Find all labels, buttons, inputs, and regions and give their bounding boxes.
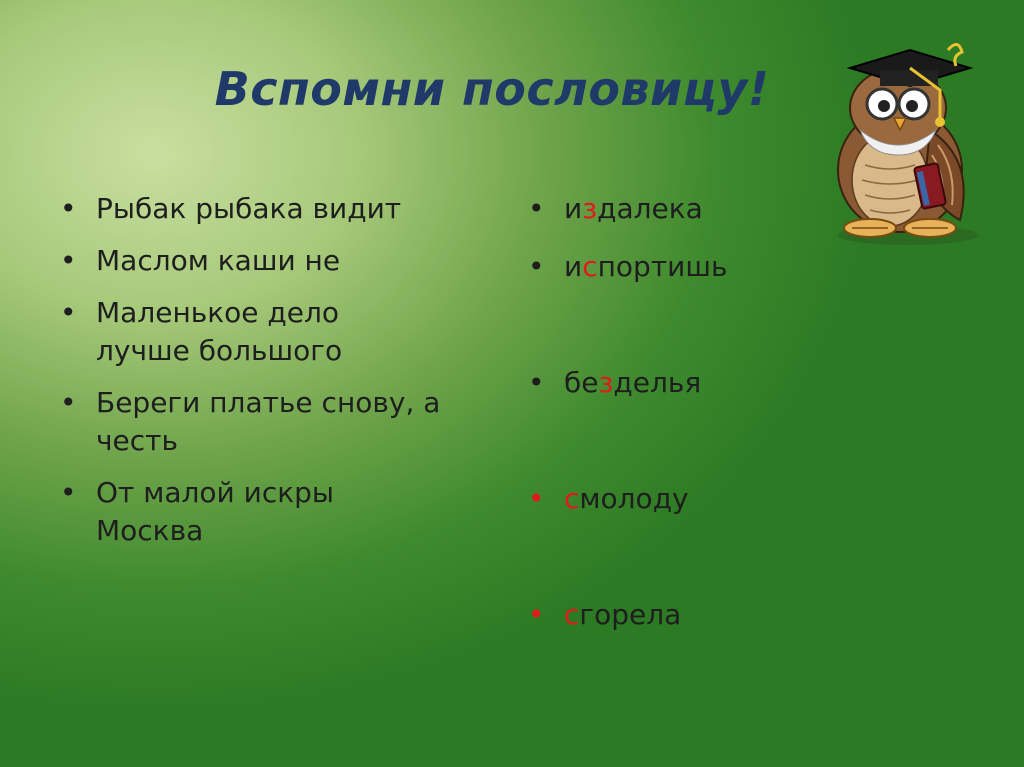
bullet: • bbox=[528, 598, 545, 631]
ending-prefix: бе bbox=[564, 366, 599, 399]
highlighted-letter: з bbox=[582, 192, 598, 225]
ending-suffix: далека bbox=[597, 192, 703, 225]
slide-title: Вспомни пословицу! bbox=[214, 62, 770, 116]
list-item bbox=[526, 190, 864, 228]
bullet: • bbox=[60, 244, 77, 277]
ending-prefix: и bbox=[564, 250, 583, 283]
owl-professor-icon bbox=[820, 30, 990, 250]
list-item bbox=[58, 294, 518, 370]
list-item bbox=[526, 480, 864, 518]
list-item bbox=[58, 474, 518, 550]
highlighted-letter: з bbox=[598, 366, 614, 399]
ending-suffix: горела bbox=[579, 598, 682, 631]
proverb-beginnings-list bbox=[58, 190, 518, 564]
bullet: • bbox=[60, 386, 77, 419]
ending-prefix: и bbox=[564, 192, 583, 225]
ending-suffix: молоду bbox=[579, 482, 689, 515]
proverb-start: Маслом каши не bbox=[96, 244, 341, 277]
list-item bbox=[526, 364, 864, 402]
highlighted-letter: с bbox=[564, 598, 580, 631]
highlighted-letter: с bbox=[582, 250, 598, 283]
list-item bbox=[58, 384, 518, 460]
list-item bbox=[58, 190, 518, 228]
ending-suffix: делья bbox=[613, 366, 702, 399]
bullet: • bbox=[528, 366, 545, 399]
bullet: • bbox=[528, 192, 545, 225]
highlighted-letter: с bbox=[564, 482, 580, 515]
proverb-start: От малой искры Москва bbox=[96, 476, 335, 547]
ending-suffix: портишь bbox=[597, 250, 728, 283]
proverb-start: Рыбак рыбака видит bbox=[96, 192, 402, 225]
bullet: • bbox=[60, 192, 77, 225]
proverb-start: Береги платье снову, а честь bbox=[96, 386, 441, 457]
proverb-start: Маленькое дело лучше большого bbox=[96, 296, 343, 367]
list-item bbox=[526, 596, 864, 634]
bullet: • bbox=[60, 296, 77, 329]
bullet: • bbox=[528, 250, 545, 283]
list-item bbox=[58, 242, 518, 280]
list-item bbox=[526, 248, 864, 286]
bullet: • bbox=[528, 482, 545, 515]
bullet: • bbox=[60, 476, 77, 509]
